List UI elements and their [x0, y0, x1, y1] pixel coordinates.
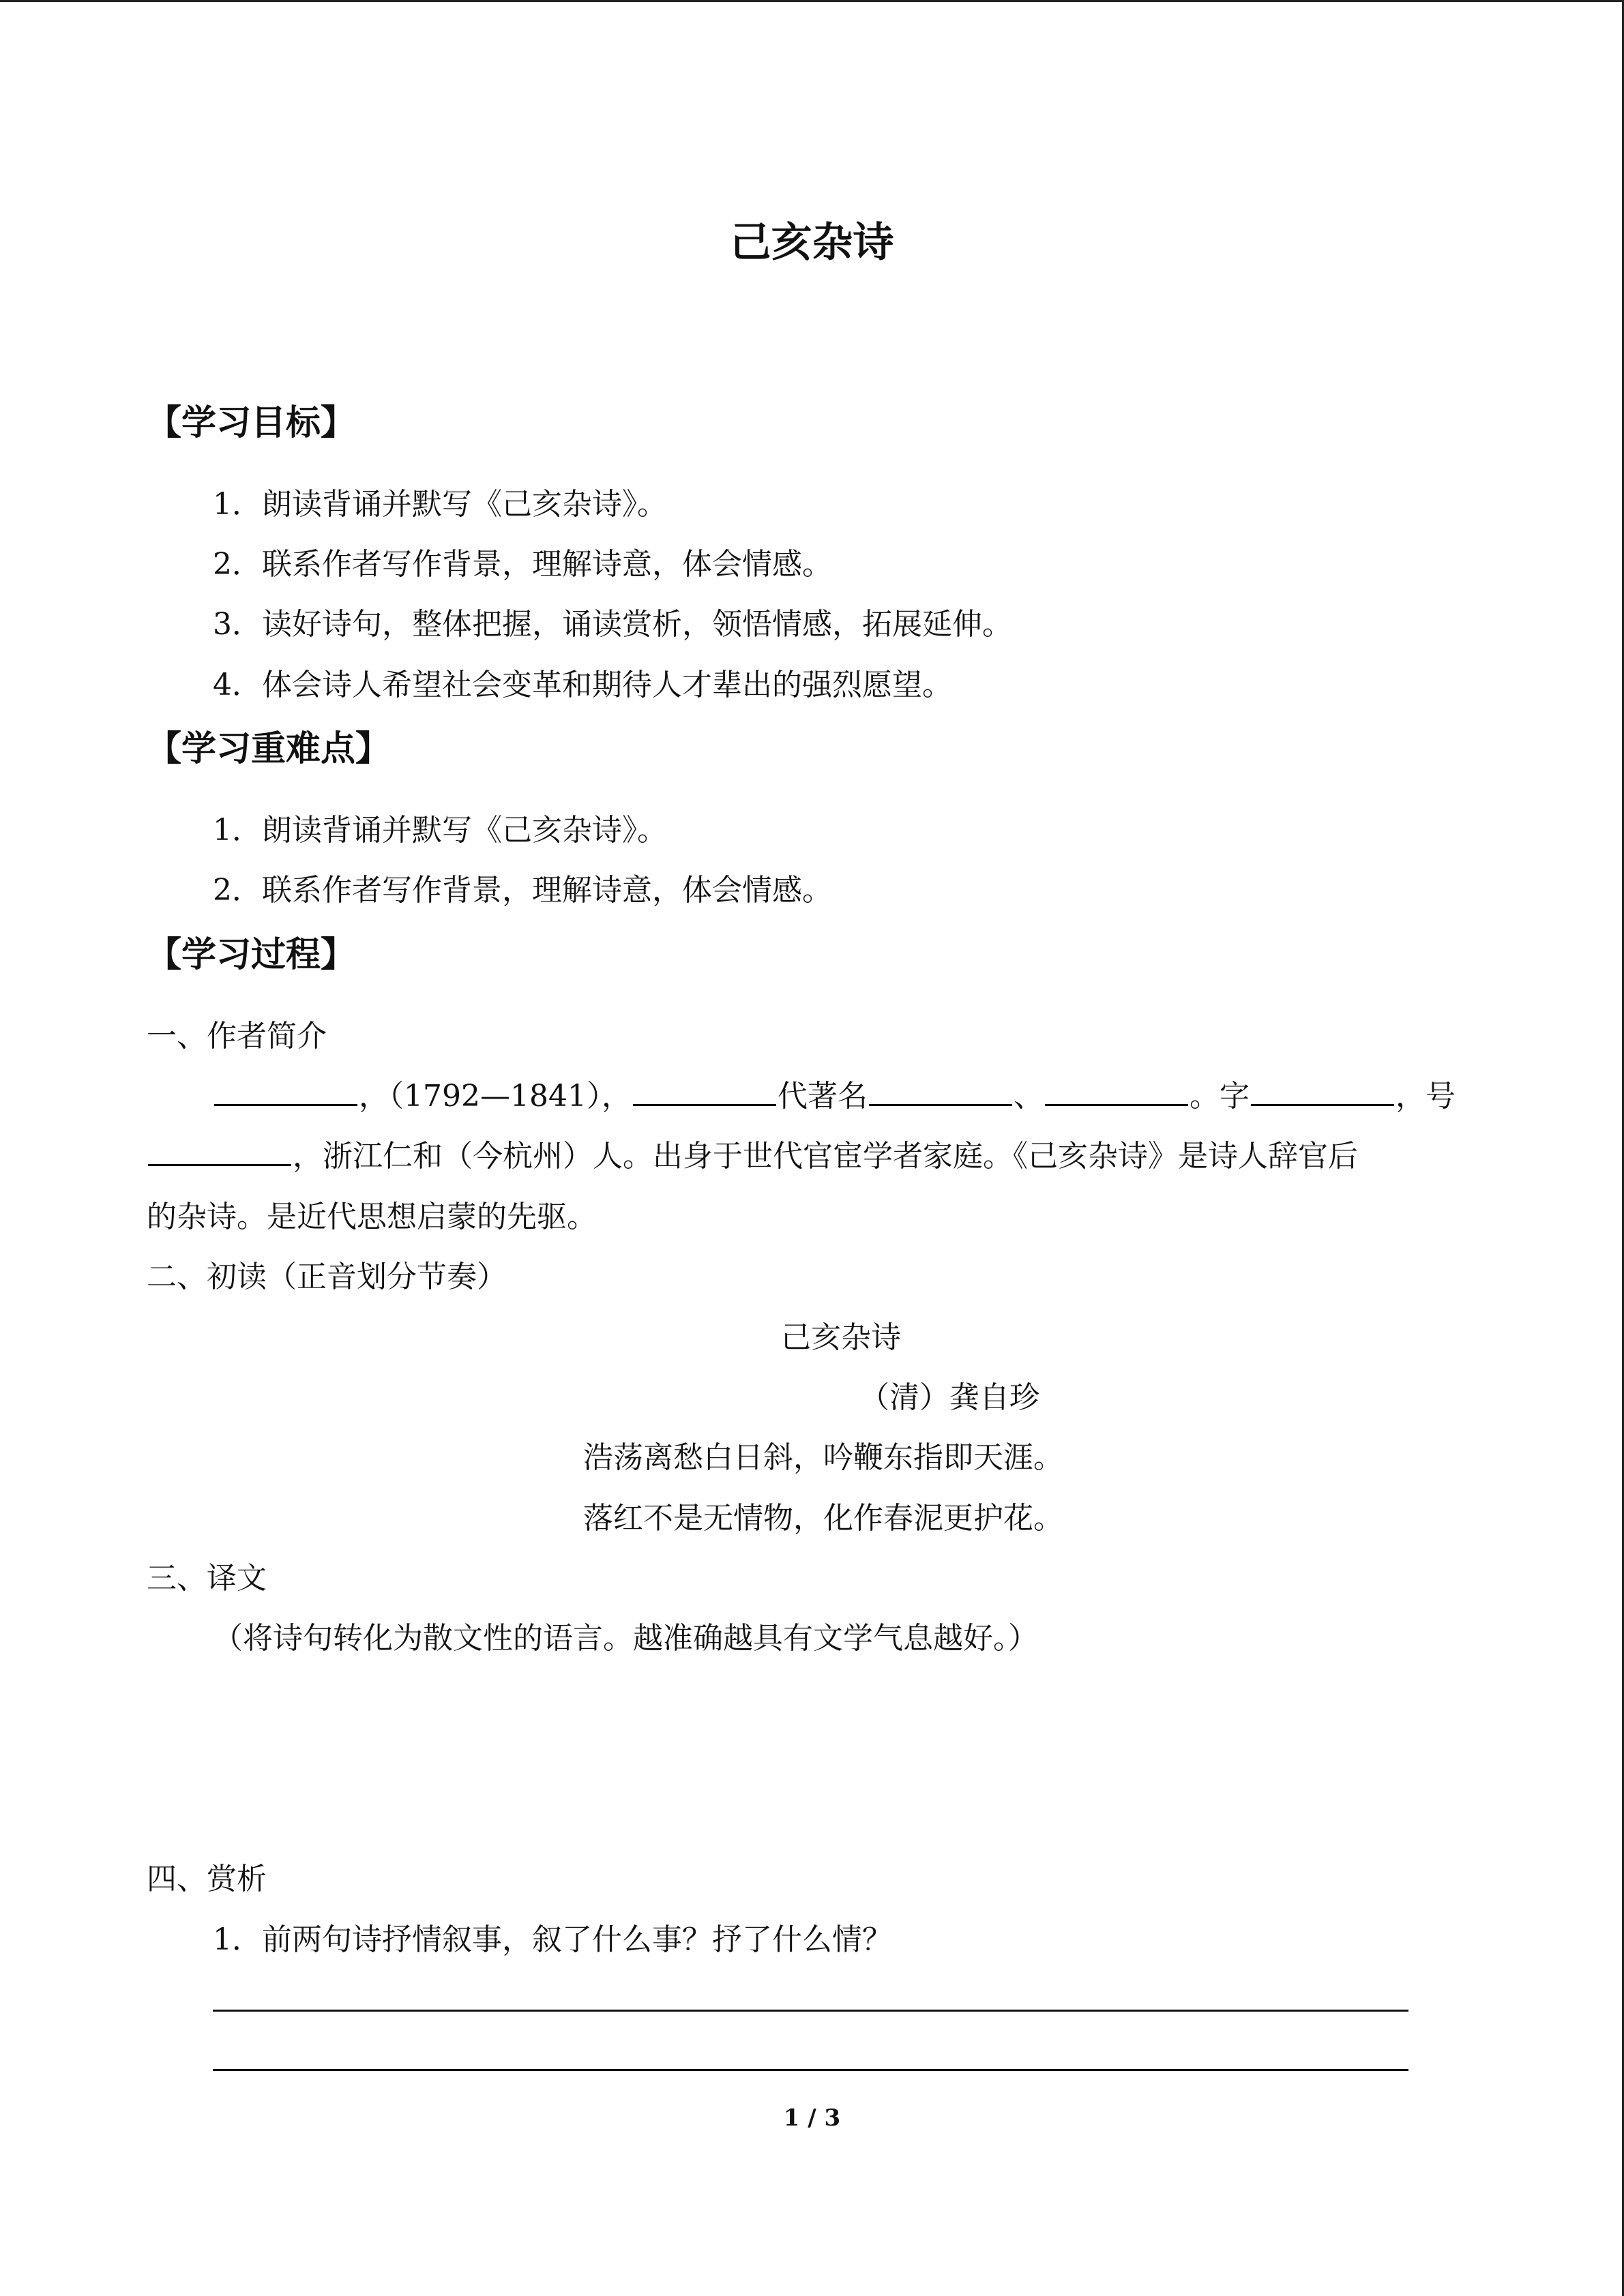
author-intro-line-3: 的杂诗。是近代思想启蒙的先驱。 [147, 1199, 597, 1234]
author-text: ，号 [1395, 1079, 1456, 1114]
key-point-item: 1．朗读背诵并默写《己亥杂诗》。 [213, 813, 667, 848]
author-text: 。字 [1189, 1079, 1250, 1114]
author-text: ，（1792—1841）， [359, 1079, 632, 1114]
translation-heading: 三、译文 [147, 1561, 267, 1596]
fill-blank-courtesy-name[interactable] [1251, 1074, 1394, 1106]
objective-item: 1．朗读背诵并默写《己亥杂诗》。 [213, 487, 667, 522]
answer-line[interactable] [213, 2010, 1408, 2012]
process-heading: 【学习过程】 [147, 935, 356, 975]
author-text: 代著名 [777, 1079, 868, 1114]
poem-author: （清）龚自珍 [859, 1380, 1039, 1415]
fill-blank-role-2[interactable] [1045, 1074, 1188, 1106]
translation-instruction: （将诗句转化为散文性的语言。越准确越具有文学气息越好。） [213, 1621, 1038, 1656]
objectives-heading: 【学习目标】 [147, 403, 356, 443]
poem-line: 浩荡离愁白日斜，吟鞭东指即天涯。 [583, 1440, 1063, 1475]
poem-title: 己亥杂诗 [781, 1320, 901, 1355]
key-point-item: 2．联系作者写作背景，理解诗意，体会情感。 [213, 873, 832, 908]
author-text: ，浙江仁和（今杭州）人。出身于世代官宦学者家庭。《己亥杂诗》是诗人辞官后 [293, 1139, 1358, 1174]
objective-item: 4．体会诗人希望社会变革和期待人才辈出的强烈愿望。 [213, 668, 952, 702]
page-number: 1 / 3 [783, 2104, 841, 2132]
author-intro-line-1 [213, 1071, 1456, 1115]
objective-item: 2．联系作者写作背景，理解诗意，体会情感。 [213, 547, 832, 582]
fill-blank-role-1[interactable] [869, 1074, 1012, 1106]
poem-line: 落红不是无情物，化作春泥更护花。 [583, 1501, 1063, 1536]
author-intro-line-2 [147, 1131, 1358, 1175]
author-text: 、 [1013, 1079, 1044, 1114]
fill-blank-name[interactable] [214, 1074, 357, 1106]
answer-line[interactable] [213, 2069, 1408, 2071]
fill-blank-era[interactable] [633, 1074, 776, 1106]
appreciation-heading: 四、赏析 [147, 1862, 267, 1896]
page-title: 己亥杂诗 [730, 219, 894, 267]
author-heading: 一、作者简介 [147, 1019, 327, 1054]
fill-blank-art-name[interactable] [148, 1134, 291, 1166]
key-points-heading: 【学习重难点】 [147, 729, 391, 769]
reading-heading: 二、初读（正音划分节奏） [147, 1259, 507, 1294]
appreciation-question-1: 1．前两句诗抒情叙事，叙了什么事？抒了什么情？ [213, 1922, 892, 1957]
objective-item: 3．读好诗句，整体把握，诵读赏析，领悟情感，拓展延伸。 [213, 607, 1012, 642]
